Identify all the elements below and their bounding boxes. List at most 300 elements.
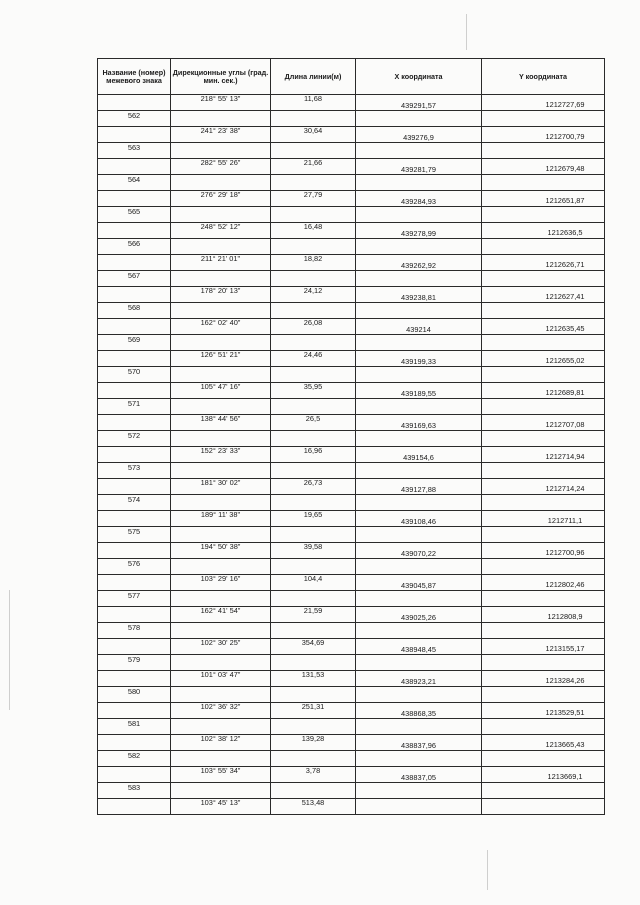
point-name-cell — [98, 511, 171, 527]
header-point-name: Название (номер) межевого знака — [98, 59, 171, 95]
y-coordinate-value: 1212802,46 — [545, 580, 585, 590]
y-coordinate-value: 1212714,94 — [545, 452, 585, 462]
direction-angle-cell — [171, 415, 271, 431]
table-row — [98, 447, 605, 463]
y-coordinate-value: 1212711,1 — [547, 516, 583, 526]
y-coordinate-cell — [482, 175, 605, 191]
y-coordinate-value: 1212727,69 — [545, 100, 585, 110]
line-length-cell — [271, 207, 356, 223]
direction-angle-cell — [171, 623, 271, 639]
x-coordinate-cell — [356, 287, 482, 303]
point-name-cell — [98, 399, 171, 415]
y-coordinate-cell — [482, 303, 605, 319]
x-coordinate-value: 439070,22 — [401, 549, 436, 559]
y-coordinate-cell — [482, 687, 605, 703]
point-name-cell — [98, 207, 171, 223]
x-coordinate-cell — [356, 783, 482, 799]
header-direction-angle: Дирекционные углы (град. мин. сек.) — [171, 59, 271, 95]
y-coordinate-cell — [482, 415, 605, 431]
point-name-cell — [98, 383, 171, 399]
point-name-cell — [98, 287, 171, 303]
x-coordinate-value: 438837,96 — [401, 741, 436, 751]
y-coordinate-value: 1213529,51 — [545, 708, 585, 718]
point-name-cell — [98, 559, 171, 575]
point-name-value: 578 — [127, 623, 141, 633]
line-length-cell — [271, 719, 356, 735]
point-name-cell — [98, 415, 171, 431]
point-name-cell — [98, 447, 171, 463]
line-length-value: 21,66 — [303, 158, 323, 168]
x-coordinate-value: 439045,87 — [401, 581, 436, 591]
y-coordinate-value: 1212689,81 — [545, 388, 585, 398]
table-row — [98, 271, 605, 287]
y-coordinate-cell — [482, 655, 605, 671]
x-coordinate-value: 439284,93 — [401, 197, 436, 207]
direction-angle-value: 211° 21' 01" — [200, 254, 241, 264]
x-coordinate-cell — [356, 799, 482, 815]
y-coordinate-value: 1213155,17 — [545, 644, 585, 654]
line-length-cell — [271, 287, 356, 303]
point-name-cell — [98, 623, 171, 639]
table-row — [98, 783, 605, 799]
x-coordinate-cell — [356, 207, 482, 223]
line-length-cell — [271, 639, 356, 655]
point-name-value: 576 — [127, 559, 141, 569]
x-coordinate-value: 439214 — [406, 325, 431, 335]
header-x-coordinate: X координата — [356, 59, 482, 95]
line-length-cell — [271, 367, 356, 383]
point-name-value: 565 — [127, 207, 141, 217]
boundary-coordinates-table — [97, 58, 605, 815]
x-coordinate-cell — [356, 543, 482, 559]
point-name-cell — [98, 671, 171, 687]
y-coordinate-cell — [482, 111, 605, 127]
y-coordinate-cell — [482, 495, 605, 511]
line-length-cell — [271, 191, 356, 207]
direction-angle-cell — [171, 175, 271, 191]
y-coordinate-cell — [482, 335, 605, 351]
y-coordinate-value: 1212808,9 — [547, 612, 583, 622]
direction-angle-value: 126° 51' 21" — [200, 350, 241, 360]
table-row — [98, 159, 605, 175]
table-row — [98, 559, 605, 575]
table-row — [98, 95, 605, 111]
x-coordinate-cell — [356, 671, 482, 687]
point-name-cell — [98, 783, 171, 799]
x-coordinate-value: 439169,63 — [401, 421, 436, 431]
line-length-value: 16,48 — [303, 222, 323, 232]
line-length-value: 513,48 — [301, 798, 325, 808]
header-line-length: Длина линии(м) — [271, 59, 356, 95]
y-coordinate-cell — [482, 191, 605, 207]
point-name-cell — [98, 735, 171, 751]
direction-angle-value: 101° 03' 47" — [200, 670, 241, 680]
direction-angle-value: 248° 52' 12" — [200, 222, 241, 232]
line-length-cell — [271, 623, 356, 639]
table-row — [98, 351, 605, 367]
y-coordinate-value: 1212626,71 — [545, 260, 585, 270]
direction-angle-cell — [171, 111, 271, 127]
direction-angle-cell — [171, 559, 271, 575]
table-row — [98, 751, 605, 767]
line-length-cell — [271, 239, 356, 255]
point-name-value: 574 — [127, 495, 141, 505]
x-coordinate-cell — [356, 383, 482, 399]
line-length-cell — [271, 703, 356, 719]
x-coordinate-value: 439108,46 — [401, 517, 436, 527]
table-row — [98, 495, 605, 511]
x-coordinate-cell — [356, 191, 482, 207]
point-name-cell — [98, 175, 171, 191]
point-name-cell — [98, 543, 171, 559]
line-length-cell — [271, 479, 356, 495]
direction-angle-value: 103° 29' 16" — [200, 574, 241, 584]
line-length-cell — [271, 431, 356, 447]
line-length-value: 24,12 — [303, 286, 323, 296]
y-coordinate-value: 1213665,43 — [545, 740, 585, 750]
y-coordinate-cell — [482, 799, 605, 815]
point-name-cell — [98, 767, 171, 783]
y-coordinate-cell — [482, 351, 605, 367]
x-coordinate-cell — [356, 719, 482, 735]
x-coordinate-cell — [356, 367, 482, 383]
line-length-cell — [271, 559, 356, 575]
y-coordinate-cell — [482, 127, 605, 143]
x-coordinate-cell — [356, 111, 482, 127]
table-row — [98, 703, 605, 719]
direction-angle-value: 162° 02' 40" — [200, 318, 241, 328]
x-coordinate-cell — [356, 143, 482, 159]
y-coordinate-cell — [482, 559, 605, 575]
line-length-cell — [271, 335, 356, 351]
x-coordinate-cell — [356, 431, 482, 447]
line-length-cell — [271, 111, 356, 127]
x-coordinate-cell — [356, 575, 482, 591]
point-name-cell — [98, 479, 171, 495]
table-row — [98, 431, 605, 447]
line-length-cell — [271, 607, 356, 623]
point-name-cell — [98, 431, 171, 447]
direction-angle-cell — [171, 239, 271, 255]
point-name-value: 580 — [127, 687, 141, 697]
y-coordinate-cell — [482, 527, 605, 543]
direction-angle-value: 189° 11' 38" — [200, 510, 241, 520]
y-coordinate-cell — [482, 543, 605, 559]
scan-mark — [9, 590, 10, 710]
y-coordinate-value: 1212651,87 — [545, 196, 585, 206]
y-coordinate-cell — [482, 639, 605, 655]
table-row — [98, 143, 605, 159]
direction-angle-cell — [171, 335, 271, 351]
table-row — [98, 735, 605, 751]
header-y-coordinate: Y координата — [482, 59, 605, 95]
x-coordinate-cell — [356, 735, 482, 751]
direction-angle-cell — [171, 255, 271, 271]
point-name-cell — [98, 143, 171, 159]
x-coordinate-cell — [356, 223, 482, 239]
table-row — [98, 479, 605, 495]
point-name-value: 581 — [127, 719, 141, 729]
direction-angle-cell — [171, 223, 271, 239]
point-name-cell — [98, 591, 171, 607]
table-row — [98, 799, 605, 815]
line-length-cell — [271, 447, 356, 463]
y-coordinate-cell — [482, 95, 605, 111]
x-coordinate-cell — [356, 703, 482, 719]
x-coordinate-cell — [356, 127, 482, 143]
point-name-cell — [98, 319, 171, 335]
line-length-value: 3,78 — [305, 766, 321, 776]
line-length-value: 39,58 — [303, 542, 323, 552]
y-coordinate-cell — [482, 511, 605, 527]
line-length-cell — [271, 735, 356, 751]
x-coordinate-cell — [356, 607, 482, 623]
direction-angle-cell — [171, 191, 271, 207]
line-length-cell — [271, 223, 356, 239]
table-header-row — [98, 59, 605, 95]
line-length-cell — [271, 303, 356, 319]
x-coordinate-cell — [356, 399, 482, 415]
point-name-cell — [98, 527, 171, 543]
x-coordinate-cell — [356, 95, 482, 111]
direction-angle-value: 241° 23' 38" — [200, 126, 241, 136]
y-coordinate-cell — [482, 255, 605, 271]
point-name-cell — [98, 127, 171, 143]
direction-angle-value: 194° 50' 38" — [200, 542, 241, 552]
direction-angle-cell — [171, 431, 271, 447]
x-coordinate-value: 439127,88 — [401, 485, 436, 495]
x-coordinate-cell — [356, 751, 482, 767]
line-length-cell — [271, 543, 356, 559]
x-coordinate-value: 438868,35 — [401, 709, 436, 719]
direction-angle-value: 138° 44' 56" — [200, 414, 241, 424]
line-length-cell — [271, 271, 356, 287]
point-name-value: 575 — [127, 527, 141, 537]
line-length-cell — [271, 767, 356, 783]
direction-angle-cell — [171, 719, 271, 735]
y-coordinate-value: 1212700,79 — [545, 132, 585, 142]
direction-angle-value: 276° 29' 18" — [200, 190, 241, 200]
direction-angle-cell — [171, 543, 271, 559]
y-coordinate-cell — [482, 607, 605, 623]
direction-angle-value: 105° 47' 16" — [200, 382, 241, 392]
point-name-cell — [98, 639, 171, 655]
y-coordinate-cell — [482, 751, 605, 767]
table-row — [98, 607, 605, 623]
direction-angle-cell — [171, 95, 271, 111]
direction-angle-cell — [171, 735, 271, 751]
line-length-cell — [271, 159, 356, 175]
point-name-value: 567 — [127, 271, 141, 281]
direction-angle-cell — [171, 639, 271, 655]
line-length-cell — [271, 415, 356, 431]
line-length-value: 35,95 — [303, 382, 323, 392]
table-row — [98, 367, 605, 383]
line-length-value: 131,53 — [301, 670, 325, 680]
point-name-cell — [98, 191, 171, 207]
point-name-cell — [98, 799, 171, 815]
table-row — [98, 591, 605, 607]
direction-angle-cell — [171, 511, 271, 527]
x-coordinate-value: 439199,33 — [401, 357, 436, 367]
direction-angle-cell — [171, 127, 271, 143]
table-row — [98, 543, 605, 559]
direction-angle-value: 102° 36' 32" — [200, 702, 241, 712]
point-name-cell — [98, 111, 171, 127]
y-coordinate-cell — [482, 431, 605, 447]
x-coordinate-cell — [356, 239, 482, 255]
x-coordinate-cell — [356, 687, 482, 703]
table-row — [98, 575, 605, 591]
point-name-cell — [98, 703, 171, 719]
point-name-value: 563 — [127, 143, 141, 153]
direction-angle-cell — [171, 143, 271, 159]
x-coordinate-cell — [356, 335, 482, 351]
y-coordinate-cell — [482, 319, 605, 335]
x-coordinate-cell — [356, 271, 482, 287]
table-row — [98, 639, 605, 655]
y-coordinate-cell — [482, 783, 605, 799]
point-name-cell — [98, 575, 171, 591]
point-name-cell — [98, 335, 171, 351]
y-coordinate-value: 1212636,5 — [547, 228, 583, 238]
line-length-cell — [271, 655, 356, 671]
y-coordinate-value: 1212679,48 — [545, 164, 585, 174]
x-coordinate-cell — [356, 255, 482, 271]
x-coordinate-value: 439025,26 — [401, 613, 436, 623]
point-name-value: 577 — [127, 591, 141, 601]
x-coordinate-cell — [356, 623, 482, 639]
line-length-cell — [271, 527, 356, 543]
line-length-cell — [271, 383, 356, 399]
x-coordinate-value: 439281,79 — [401, 165, 436, 175]
line-length-value: 251,31 — [301, 702, 325, 712]
point-name-cell — [98, 255, 171, 271]
line-length-cell — [271, 143, 356, 159]
point-name-value: 582 — [127, 751, 141, 761]
y-coordinate-cell — [482, 735, 605, 751]
x-coordinate-value: 438948,45 — [401, 645, 436, 655]
y-coordinate-cell — [482, 271, 605, 287]
y-coordinate-cell — [482, 399, 605, 415]
x-coordinate-cell — [356, 463, 482, 479]
y-coordinate-cell — [482, 367, 605, 383]
direction-angle-value: 152° 23' 33" — [200, 446, 241, 456]
point-name-cell — [98, 367, 171, 383]
table-row — [98, 127, 605, 143]
direction-angle-value: 102° 38' 12" — [200, 734, 241, 744]
line-length-cell — [271, 799, 356, 815]
line-length-cell — [271, 255, 356, 271]
line-length-value: 26,73 — [303, 478, 323, 488]
line-length-value: 30,64 — [303, 126, 323, 136]
x-coordinate-cell — [356, 479, 482, 495]
point-name-value: 566 — [127, 239, 141, 249]
point-name-cell — [98, 303, 171, 319]
direction-angle-cell — [171, 271, 271, 287]
table-row — [98, 255, 605, 271]
direction-angle-cell — [171, 751, 271, 767]
direction-angle-cell — [171, 607, 271, 623]
y-coordinate-value: 1213669,1 — [547, 772, 583, 782]
line-length-value: 354,69 — [301, 638, 325, 648]
line-length-value: 27,79 — [303, 190, 323, 200]
direction-angle-cell — [171, 591, 271, 607]
point-name-value: 583 — [127, 783, 141, 793]
table-row — [98, 319, 605, 335]
y-coordinate-cell — [482, 767, 605, 783]
line-length-cell — [271, 511, 356, 527]
x-coordinate-value: 438923,21 — [401, 677, 436, 687]
y-coordinate-value: 1212635,45 — [545, 324, 585, 334]
point-name-cell — [98, 223, 171, 239]
point-name-value: 569 — [127, 335, 141, 345]
line-length-cell — [271, 95, 356, 111]
line-length-value: 24,46 — [303, 350, 323, 360]
point-name-cell — [98, 495, 171, 511]
table-row — [98, 287, 605, 303]
direction-angle-value: 102° 30' 25" — [200, 638, 241, 648]
direction-angle-cell — [171, 383, 271, 399]
x-coordinate-value: 439278,99 — [401, 229, 436, 239]
line-length-cell — [271, 783, 356, 799]
direction-angle-value: 218° 55' 13" — [200, 94, 241, 104]
y-coordinate-value: 1213284,26 — [545, 676, 585, 686]
direction-angle-cell — [171, 207, 271, 223]
table-row — [98, 623, 605, 639]
point-name-value: 568 — [127, 303, 141, 313]
direction-angle-cell — [171, 351, 271, 367]
direction-angle-cell — [171, 447, 271, 463]
x-coordinate-value: 438837,05 — [401, 773, 436, 783]
x-coordinate-cell — [356, 767, 482, 783]
line-length-value: 16,96 — [303, 446, 323, 456]
direction-angle-cell — [171, 367, 271, 383]
point-name-value: 573 — [127, 463, 141, 473]
y-coordinate-cell — [482, 479, 605, 495]
direction-angle-cell — [171, 767, 271, 783]
y-coordinate-value: 1212707,08 — [545, 420, 585, 430]
point-name-cell — [98, 719, 171, 735]
point-name-value: 564 — [127, 175, 141, 185]
line-length-cell — [271, 687, 356, 703]
direction-angle-cell — [171, 783, 271, 799]
y-coordinate-cell — [482, 623, 605, 639]
y-coordinate-value: 1212714,24 — [545, 484, 585, 494]
point-name-cell — [98, 607, 171, 623]
x-coordinate-cell — [356, 447, 482, 463]
direction-angle-cell — [171, 495, 271, 511]
x-coordinate-cell — [356, 639, 482, 655]
line-length-value: 19,65 — [303, 510, 323, 520]
line-length-cell — [271, 175, 356, 191]
line-length-cell — [271, 591, 356, 607]
point-name-cell — [98, 655, 171, 671]
table-row — [98, 671, 605, 687]
line-length-cell — [271, 399, 356, 415]
direction-angle-cell — [171, 703, 271, 719]
direction-angle-cell — [171, 655, 271, 671]
point-name-cell — [98, 271, 171, 287]
direction-angle-cell — [171, 575, 271, 591]
line-length-value: 21,59 — [303, 606, 323, 616]
y-coordinate-value: 1212655,02 — [545, 356, 585, 366]
direction-angle-cell — [171, 159, 271, 175]
line-length-value: 26,08 — [303, 318, 323, 328]
x-coordinate-cell — [356, 351, 482, 367]
y-coordinate-cell — [482, 591, 605, 607]
line-length-cell — [271, 671, 356, 687]
